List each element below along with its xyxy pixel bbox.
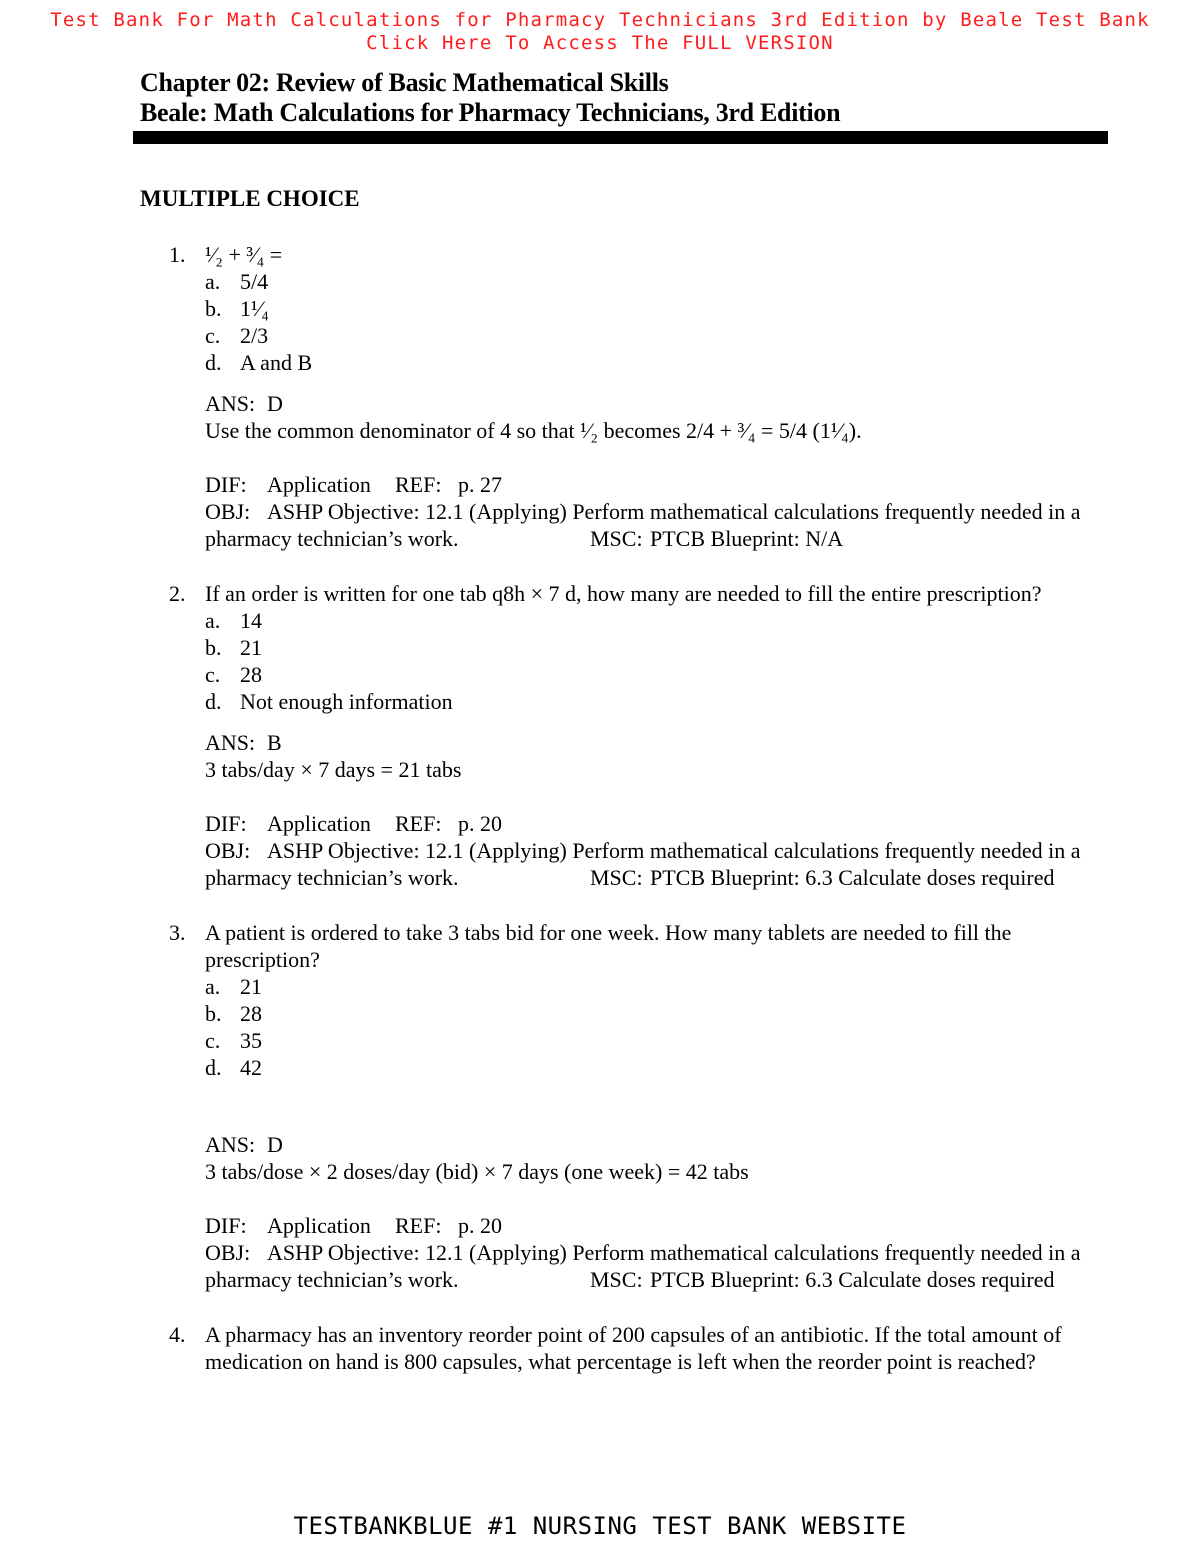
option-text: 1¹⁄₄ (240, 296, 269, 321)
answer-value: D (267, 1132, 283, 1157)
ref-value: p. 20 (458, 811, 502, 836)
option-b (205, 634, 1105, 661)
option-c (205, 322, 1105, 349)
obj-line (205, 498, 1105, 525)
option-c (205, 1027, 1105, 1054)
question-number: 1. (169, 242, 186, 267)
obj-msc-line (205, 525, 1105, 552)
msc-label: MSC: (590, 865, 643, 890)
obj-text: ASHP Objective: 12.1 (Applying) Perform mathematical calculations frequently needed in a (267, 838, 1081, 863)
option-letter: a. (205, 974, 221, 999)
question-meta (205, 810, 1105, 891)
document-content (140, 68, 1105, 1375)
option-letter: a. (205, 608, 221, 633)
option-letter: d. (205, 1055, 222, 1080)
option-letter: c. (205, 1028, 221, 1053)
dif-value: Application (267, 811, 371, 836)
obj-label: OBJ: (205, 499, 251, 524)
obj-msc-line (205, 1266, 1105, 1293)
explanation-text: 3 tabs/day × 7 days = 21 tabs (205, 757, 462, 782)
footer-watermark: TESTBANKBLUE #1 NURSING TEST BANK WEBSITE (293, 1512, 907, 1540)
option-text: 14 (240, 608, 262, 633)
option-letter: b. (205, 1001, 222, 1026)
full-version-link[interactable]: Click Here To Access The FULL VERSION (366, 32, 834, 54)
dif-value: Application (267, 472, 371, 497)
dif-value: Application (267, 1213, 371, 1238)
answer-block (205, 1131, 1105, 1293)
obj-text-cont: pharmacy technician’s work. (205, 1267, 459, 1292)
question-number: 4. (169, 1322, 186, 1347)
question-1 (140, 241, 1105, 552)
option-text: 5/4 (240, 269, 269, 294)
option-text: 28 (240, 1001, 262, 1026)
banner-title: Test Bank For Math Calculations for Pharmacy Technicians 3rd Edition by Beale Test Bank (50, 9, 1150, 31)
question-text: ¹⁄₂ + ³⁄₄ = (205, 242, 283, 267)
ref-value: p. 27 (458, 472, 502, 497)
option-c (205, 661, 1105, 688)
testbank-banner (0, 0, 1200, 55)
dif-label: DIF: (205, 1213, 247, 1238)
answer-line (205, 1131, 1105, 1158)
option-a (205, 973, 1105, 1000)
msc-value: PTCB Blueprint: 6.3 Calculate doses required (650, 865, 1055, 890)
question-number: 2. (169, 581, 186, 606)
question-4 (140, 1321, 1105, 1375)
option-b (205, 295, 1105, 322)
ref-value: p. 20 (458, 1213, 502, 1238)
option-letter: c. (205, 662, 221, 687)
explanation-text: Use the common denominator of 4 so that ¹⁄₂ becomes 2/4 + ³⁄₄ = 5/4 (1¹⁄₄). (205, 418, 862, 443)
answer-line (205, 390, 1105, 417)
chapter-heading: Chapter 02: Review of Basic Mathematical Skills (140, 68, 669, 97)
obj-line (205, 1239, 1105, 1266)
question-text: A patient is ordered to take 3 tabs bid for one week. How many tablets are needed to fill the prescription? (205, 920, 1012, 972)
answer-value: D (267, 391, 283, 416)
question-text: A pharmacy has an inventory reorder point of 200 capsules of an antibiotic. If the total amount of medication on hand is 800 capsules, what percentage is left when the reorder point is reached? (205, 1322, 1062, 1374)
question-meta (205, 1212, 1105, 1293)
answer-block (205, 729, 1105, 891)
option-text: 28 (240, 662, 262, 687)
answer-value: B (267, 730, 282, 755)
dif-label: DIF: (205, 811, 247, 836)
option-d (205, 688, 1105, 715)
option-text: 2/3 (240, 323, 269, 348)
option-text: A and B (240, 350, 313, 375)
options-list (205, 607, 1105, 715)
msc-value: PTCB Blueprint: 6.3 Calculate doses required (650, 1267, 1055, 1292)
option-text: 21 (240, 974, 262, 999)
ref-label: REF: (395, 1213, 442, 1238)
option-a (205, 607, 1105, 634)
answer-label: ANS: (205, 1132, 256, 1157)
answer-block (205, 390, 1105, 552)
option-text: 35 (240, 1028, 262, 1053)
answer-label: ANS: (205, 730, 256, 755)
options-list (205, 268, 1105, 376)
question-3 (140, 919, 1105, 1293)
divider-bar (133, 131, 1108, 144)
option-a (205, 268, 1105, 295)
option-text: Not enough information (240, 689, 453, 714)
document-heading (140, 68, 1105, 128)
msc-label: MSC: (590, 1267, 643, 1292)
explanation-text: 3 tabs/dose × 2 doses/day (bid) × 7 days (one week) = 42 tabs (205, 1159, 749, 1184)
ref-label: REF: (395, 811, 442, 836)
option-letter: d. (205, 689, 222, 714)
obj-label: OBJ: (205, 838, 251, 863)
ref-label: REF: (395, 472, 442, 497)
obj-msc-line (205, 864, 1105, 891)
obj-text: ASHP Objective: 12.1 (Applying) Perform mathematical calculations frequently needed in a (267, 1240, 1081, 1265)
option-b (205, 1000, 1105, 1027)
options-list (205, 973, 1105, 1081)
obj-line (205, 837, 1105, 864)
question-meta (205, 471, 1105, 552)
question-text: If an order is written for one tab q8h × 7 d, how many are needed to fill the entire prescription? (205, 581, 1042, 606)
answer-line (205, 729, 1105, 756)
obj-text: ASHP Objective: 12.1 (Applying) Perform mathematical calculations frequently needed in a (267, 499, 1081, 524)
dif-ref-line (205, 1212, 1105, 1239)
obj-text-cont: pharmacy technician’s work. (205, 865, 459, 890)
obj-text-cont: pharmacy technician’s work. (205, 526, 459, 551)
option-text: 42 (240, 1055, 262, 1080)
dif-label: DIF: (205, 472, 247, 497)
question-2 (140, 580, 1105, 891)
answer-label: ANS: (205, 391, 256, 416)
option-letter: c. (205, 323, 221, 348)
option-d (205, 349, 1105, 376)
option-letter: d. (205, 350, 222, 375)
msc-label: MSC: (590, 526, 643, 551)
question-number: 3. (169, 920, 186, 945)
section-heading: MULTIPLE CHOICE (140, 186, 360, 211)
dif-ref-line (205, 810, 1105, 837)
option-d (205, 1054, 1105, 1081)
option-text: 21 (240, 635, 262, 660)
msc-value: PTCB Blueprint: N/A (650, 526, 844, 551)
obj-label: OBJ: (205, 1240, 251, 1265)
dif-ref-line (205, 471, 1105, 498)
option-letter: a. (205, 269, 221, 294)
book-heading: Beale: Math Calculations for Pharmacy Technicians, 3rd Edition (140, 98, 841, 127)
option-letter: b. (205, 635, 222, 660)
option-letter: b. (205, 296, 222, 321)
